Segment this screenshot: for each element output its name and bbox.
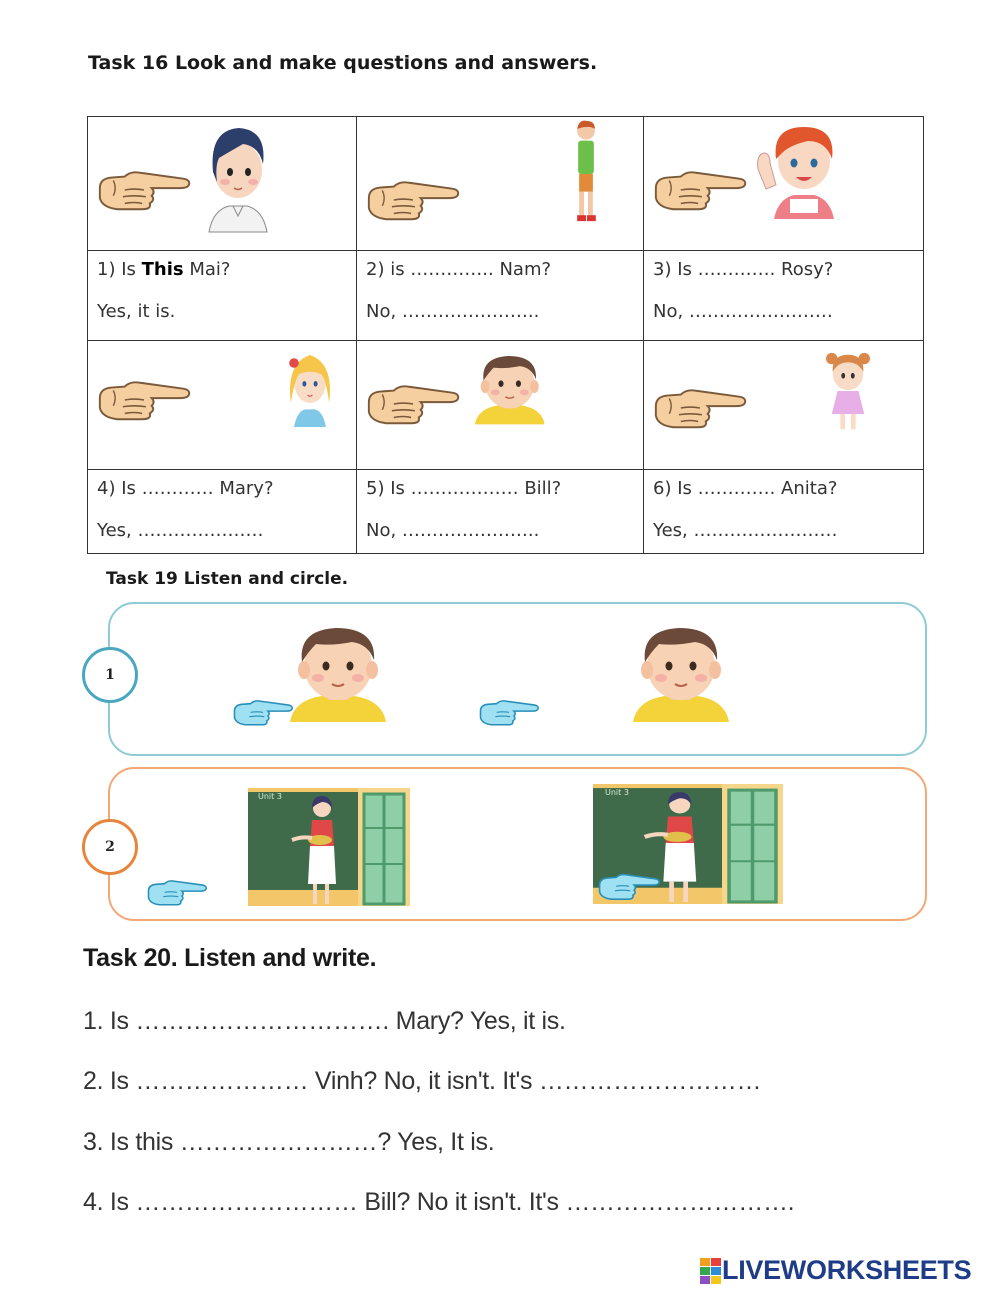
- picture-cell-1: [88, 117, 357, 251]
- pointing-hand-icon: [96, 167, 192, 215]
- answer-text: Yes, …………………: [97, 520, 264, 542]
- pointing-hand-icon: [365, 177, 461, 225]
- pointing-hand-icon: [652, 385, 748, 433]
- question-text: 4) Is ………… Mary?: [97, 478, 274, 500]
- task16-table: [87, 116, 924, 554]
- answer-cell-2[interactable]: [357, 250, 644, 340]
- girl-anita-icon: [824, 349, 872, 435]
- pointing-hand-icon: [365, 381, 461, 429]
- pointing-hand-icon: [652, 167, 748, 215]
- task20-line-1[interactable]: 1. Is …………………………. Mary? Yes, it is.: [83, 1007, 566, 1035]
- teacher-classroom-icon: [248, 788, 410, 906]
- picture-cell-3: [644, 117, 924, 251]
- task20-line-4[interactable]: 4. Is ……………………… Bill? No it isn't. It's ……………………….: [83, 1188, 795, 1216]
- logo-text: LIVEWORKSHEETS: [722, 1255, 972, 1285]
- answer-cell-6[interactable]: [644, 470, 924, 554]
- pointing-hand-blue-icon[interactable]: [146, 874, 208, 912]
- pointing-hand-icon: [96, 377, 192, 425]
- pointing-hand-blue-icon[interactable]: [597, 868, 661, 906]
- answer-text: No, ……………………: [653, 300, 833, 322]
- task20-line-2[interactable]: 2. Is ………………… Vinh? No, it isn't. It's ………………………: [83, 1067, 762, 1095]
- question-text: 2) is ………….. Nam?: [366, 258, 552, 280]
- picture-cell-4: [88, 340, 357, 470]
- listen-box-1: [108, 602, 927, 756]
- question-text: 6) Is …………. Anita?: [653, 478, 838, 500]
- girl-mary-icon: [286, 345, 334, 429]
- picture-cell-5: [357, 340, 644, 470]
- boy-nam-icon: [571, 119, 601, 227]
- girl-mai-icon: [203, 121, 273, 233]
- boy-picture-option-b[interactable]: [625, 622, 735, 722]
- item-number-1: 1: [82, 647, 138, 703]
- picture-cell-6: [644, 340, 924, 470]
- classroom-picture-option-a[interactable]: [248, 788, 410, 906]
- answer-cell-5[interactable]: [357, 470, 644, 554]
- task20-line-3[interactable]: 3. Is this ……………………? Yes, It is.: [83, 1128, 495, 1156]
- question-text: 5) Is ……………… Bill?: [366, 478, 562, 500]
- girl-rosy-icon: [754, 119, 854, 219]
- answer-cell-3[interactable]: [644, 250, 924, 340]
- task16-title: Task 16 Look and make questions and answers.: [88, 52, 598, 74]
- logo-blocks-icon: [700, 1258, 722, 1284]
- answer-text: No, …………………..: [366, 520, 540, 542]
- answer-text: Yes, ……………………: [653, 520, 838, 542]
- liveworksheets-logo[interactable]: [700, 1255, 971, 1286]
- answer-text: Yes, it is.: [97, 300, 176, 322]
- unit-label: Unit 3: [258, 792, 282, 801]
- picture-cell-2: [357, 117, 644, 251]
- unit-label: Unit 3: [605, 788, 629, 797]
- answer-cell-4[interactable]: [88, 470, 357, 554]
- task19-title: Task 19 Listen and circle.: [106, 569, 349, 589]
- answer-text: No, …………………..: [366, 300, 540, 322]
- boy-bill-icon: [469, 345, 549, 431]
- task20-title: Task 20. Listen and write.: [83, 944, 377, 972]
- question-text: 1) Is This Mai?: [97, 258, 231, 280]
- listen-box-2: [108, 767, 927, 921]
- answer-cell-1[interactable]: [88, 250, 357, 340]
- pointing-hand-blue-icon[interactable]: [478, 694, 540, 732]
- question-text: 3) Is …………. Rosy?: [653, 258, 834, 280]
- boy-picture-option-a[interactable]: [282, 622, 392, 722]
- item-number-2: 2: [82, 819, 138, 875]
